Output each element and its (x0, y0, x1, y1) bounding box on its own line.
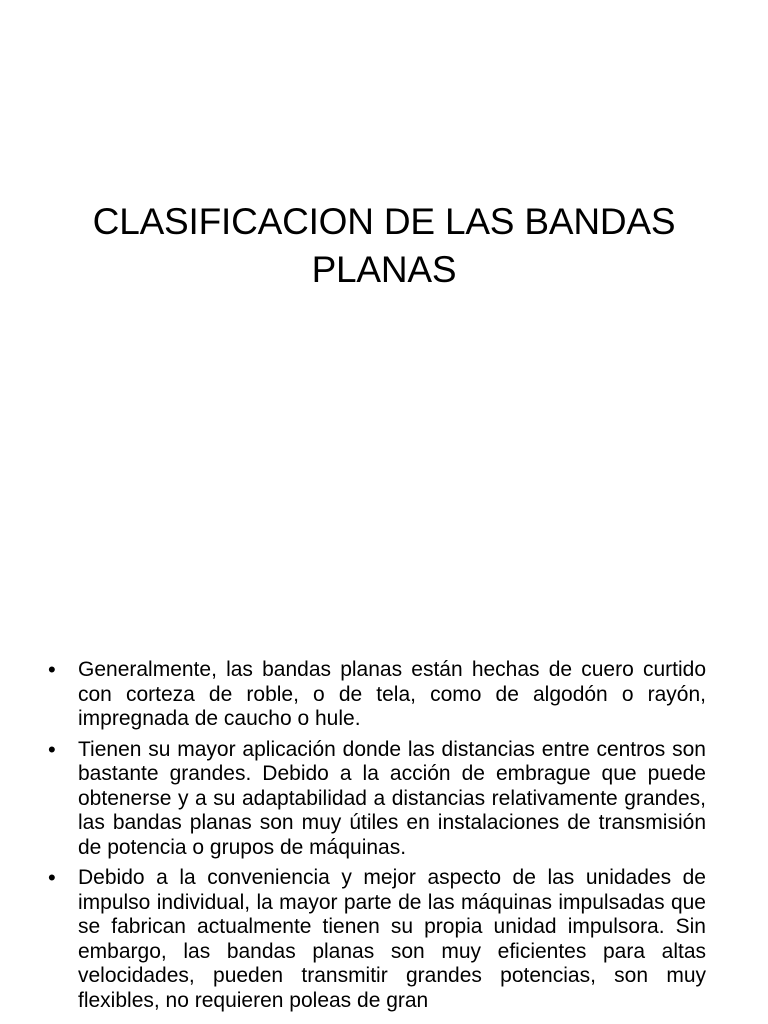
bullet-text: Generalmente, las bandas planas están hechas de cuero curtido con corteza de roble, o de tela, como de algodón o rayón, impregnada de caucho o hule. (78, 658, 706, 730)
slide-title (40, 198, 728, 294)
bullet-icon: • (48, 736, 56, 762)
bullet-text: Debido a la conveniencia y mejor aspecto de las unidades de impulso individual, la mayor parte de las máquinas impulsadas que se fabrican actualmente tienen su propia unidad impulsora. Sin embargo, las bandas planas son muy eficientes para altas velocidades, pueden transmitir grandes potencias, son muy flexibles, no requieren poleas de gran (78, 866, 706, 1012)
bullet-item (48, 866, 706, 1013)
slide-title-line-2: PLANAS (311, 249, 457, 290)
slide-title-line-1: CLASIFICACION DE LAS BANDAS (92, 201, 676, 242)
bullet-list (48, 658, 706, 1019)
bullet-icon: • (48, 657, 56, 682)
bullet-icon: • (48, 865, 56, 890)
bullet-item (48, 658, 706, 732)
bullet-item (48, 738, 706, 861)
bullet-text: Tienen su mayor aplicación donde las distancias entre centros son bastante grandes. Debido a la acción de embrague que puede obtenerse y a su adaptabilidad a distancias relativamente grandes, las bandas planas son muy útiles en instalaciones de transmisión de potencia o grupos de máquinas. (78, 737, 706, 859)
